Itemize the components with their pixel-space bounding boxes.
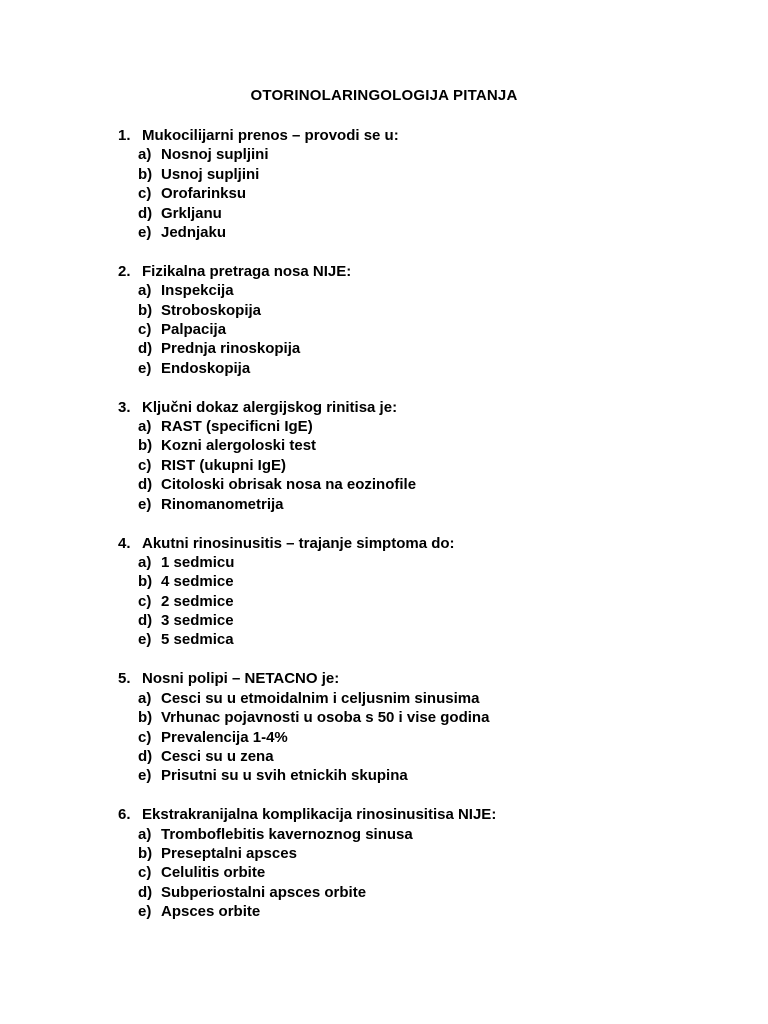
option-letter: a) bbox=[138, 146, 152, 164]
option-a bbox=[138, 689, 738, 708]
option-text: 5 sedmica bbox=[161, 631, 234, 649]
option-letter: b) bbox=[138, 709, 153, 727]
option-letter: d) bbox=[138, 204, 153, 222]
option-e bbox=[138, 902, 738, 921]
option-text: Celulitis orbite bbox=[161, 864, 266, 882]
option-text: Nosnoj supljini bbox=[161, 146, 269, 164]
option-text: Inspekcija bbox=[161, 282, 234, 300]
option-text: Vrhunac pojavnosti u osoba s 50 i vise godina bbox=[161, 709, 490, 727]
question-number: 2. bbox=[118, 262, 131, 280]
option-text: Apsces orbite bbox=[161, 903, 261, 921]
option-d bbox=[138, 475, 738, 494]
option-letter: a) bbox=[138, 689, 152, 707]
option-c bbox=[138, 592, 738, 611]
option-letter: b) bbox=[138, 301, 153, 319]
option-text: Prisutni su u svih etnickih skupina bbox=[161, 767, 408, 785]
question-number: 1. bbox=[118, 127, 131, 144]
question-3-stem bbox=[118, 398, 738, 417]
option-letter: b) bbox=[138, 165, 153, 183]
option-c bbox=[138, 728, 738, 747]
option-letter: a) bbox=[138, 553, 152, 571]
option-e bbox=[138, 359, 738, 378]
option-letter: e) bbox=[138, 359, 152, 377]
option-letter: d) bbox=[138, 883, 153, 901]
option-b bbox=[138, 572, 738, 591]
option-letter: e) bbox=[138, 495, 152, 513]
question-1-stem bbox=[118, 126, 738, 145]
option-c bbox=[138, 456, 738, 475]
option-text: Subperiostalni apsces orbite bbox=[161, 883, 367, 901]
option-c bbox=[138, 320, 738, 339]
question-text: Mukocilijarni prenos – provodi se u: bbox=[142, 127, 399, 144]
question-6-stem bbox=[118, 805, 738, 824]
option-letter: a) bbox=[138, 282, 152, 300]
option-letter: c) bbox=[138, 185, 152, 203]
question-text: Akutni rinosinusitis – trajanje simptoma do: bbox=[142, 534, 455, 552]
option-text: Cesci su u zena bbox=[161, 747, 274, 765]
option-letter: e) bbox=[138, 767, 152, 785]
option-e bbox=[138, 766, 738, 785]
question-5-stem bbox=[118, 669, 738, 688]
option-letter: e) bbox=[138, 223, 152, 241]
option-text: Tromboflebitis kavernoznog sinusa bbox=[161, 825, 413, 843]
option-letter: b) bbox=[138, 573, 153, 591]
option-text: Preseptalni apsces bbox=[161, 845, 297, 862]
question-3 bbox=[118, 398, 738, 514]
option-e bbox=[138, 495, 738, 514]
option-text: RAST (specificni IgE) bbox=[161, 418, 313, 436]
option-d bbox=[138, 883, 738, 902]
question-4-stem bbox=[118, 534, 738, 553]
option-text: Cesci su u etmoidalnim i celjusnim sinusima bbox=[161, 689, 480, 707]
option-text: Prevalencija 1-4% bbox=[161, 728, 288, 746]
option-letter: d) bbox=[138, 340, 153, 358]
option-b bbox=[138, 436, 738, 455]
option-letter: d) bbox=[138, 747, 153, 765]
option-text: Grkljanu bbox=[161, 204, 222, 222]
option-text: 3 sedmice bbox=[161, 612, 234, 630]
option-text: Prednja rinoskopija bbox=[161, 340, 301, 358]
question-number: 6. bbox=[118, 806, 131, 824]
option-text: Palpacija bbox=[161, 321, 227, 339]
option-letter: a) bbox=[138, 825, 152, 843]
option-letter: c) bbox=[138, 321, 152, 339]
option-e bbox=[138, 223, 738, 242]
option-letter: c) bbox=[138, 592, 152, 610]
option-text: Kozni alergoloski test bbox=[161, 437, 317, 455]
option-a bbox=[138, 553, 738, 572]
option-letter: b) bbox=[138, 437, 153, 455]
question-number: 4. bbox=[118, 534, 131, 552]
option-d bbox=[138, 204, 738, 223]
document-title: OTORINOLARINGOLOGIJA PITANJA bbox=[250, 87, 518, 104]
question-number: 5. bbox=[118, 670, 131, 688]
option-d bbox=[138, 611, 738, 630]
option-letter: c) bbox=[138, 456, 152, 474]
option-text: Endoskopija bbox=[161, 359, 251, 377]
option-d bbox=[138, 339, 738, 358]
option-text: 4 sedmice bbox=[161, 573, 234, 591]
question-2-options bbox=[118, 281, 738, 378]
option-b bbox=[138, 301, 738, 320]
question-number: 3. bbox=[118, 398, 131, 416]
question-2-stem bbox=[118, 262, 738, 281]
option-b bbox=[138, 708, 738, 727]
question-text: Fizikalna pretraga nosa NIJE: bbox=[142, 262, 352, 280]
option-c bbox=[138, 863, 738, 882]
option-b bbox=[138, 844, 738, 863]
option-text: 1 sedmicu bbox=[161, 553, 235, 571]
option-letter: c) bbox=[138, 864, 152, 882]
option-a bbox=[138, 281, 738, 300]
question-text: Nosni polipi – NETACNO je: bbox=[142, 670, 340, 688]
option-letter: b) bbox=[138, 845, 153, 862]
option-c bbox=[138, 184, 738, 203]
option-text: RIST (ukupni IgE) bbox=[161, 456, 286, 474]
option-letter: a) bbox=[138, 418, 152, 436]
option-letter: c) bbox=[138, 728, 152, 746]
option-d bbox=[138, 747, 738, 766]
option-text: 2 sedmice bbox=[161, 592, 234, 610]
option-e bbox=[138, 630, 738, 649]
question-6-options bbox=[118, 825, 738, 922]
option-text: Orofarinksu bbox=[161, 185, 247, 203]
question-5 bbox=[118, 669, 738, 785]
question-text: Ekstrakranijalna komplikacija rinosinusitisa NIJE: bbox=[142, 806, 497, 824]
question-1 bbox=[118, 126, 738, 242]
question-list bbox=[118, 126, 738, 941]
option-letter: d) bbox=[138, 612, 153, 630]
option-text: Rinomanometrija bbox=[161, 495, 284, 513]
option-letter: e) bbox=[138, 903, 152, 921]
question-4-options bbox=[118, 553, 738, 650]
option-a bbox=[138, 417, 738, 436]
option-text: Citoloski obrisak nosa na eozinofile bbox=[161, 476, 417, 494]
question-3-options bbox=[118, 417, 738, 514]
option-b bbox=[138, 165, 738, 184]
option-text: Stroboskopija bbox=[161, 301, 262, 319]
option-a bbox=[138, 145, 738, 164]
question-1-options bbox=[118, 145, 738, 242]
option-text: Usnoj supljini bbox=[161, 165, 260, 183]
option-letter: e) bbox=[138, 631, 152, 649]
option-letter: d) bbox=[138, 476, 153, 494]
question-4 bbox=[118, 534, 738, 650]
question-5-options bbox=[118, 689, 738, 786]
option-text: Jednjaku bbox=[161, 223, 227, 241]
question-2 bbox=[118, 262, 738, 378]
option-a bbox=[138, 825, 738, 844]
question-text: Ključni dokaz alergijskog rinitisa je: bbox=[142, 398, 398, 416]
question-6 bbox=[118, 805, 738, 921]
